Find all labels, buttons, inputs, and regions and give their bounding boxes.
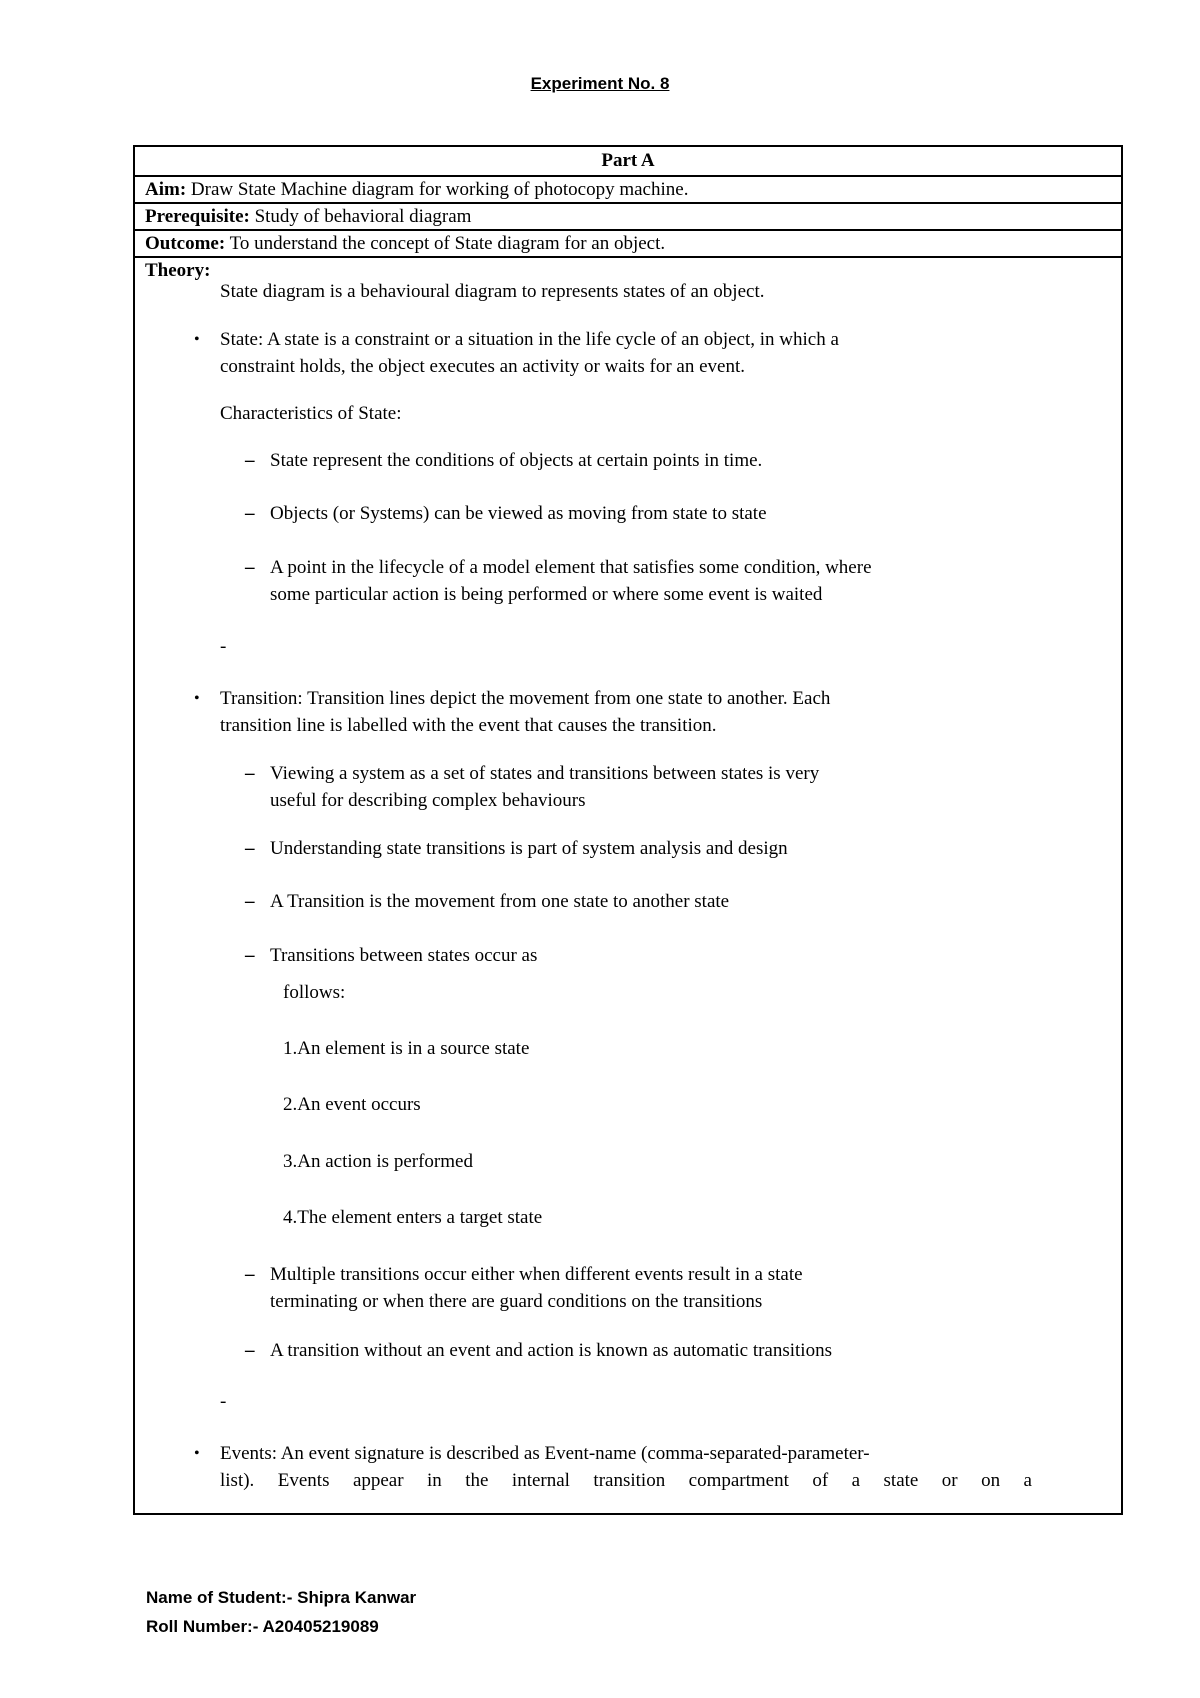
dash-icon: –: [245, 838, 255, 859]
prerequisite-label: Prerequisite:: [145, 206, 250, 227]
dash-icon: –: [245, 1264, 255, 1285]
roll-number: Roll Number:- A20405219089: [146, 1617, 379, 1636]
theory-label: Theory:: [145, 260, 211, 281]
dash-icon: –: [245, 557, 255, 578]
transition-item: follows:: [283, 982, 346, 1003]
transition-item: A Transition is the movement from one state to another state: [270, 891, 730, 912]
student-name: Name of Student:- Shipra Kanwar: [146, 1588, 417, 1607]
dash-icon: –: [245, 945, 255, 966]
char-item: State represent the conditions of objects at certain points in time.: [270, 450, 763, 471]
events-line-1: Events: An event signature is described as Event-name (comma-separated-parameter-: [220, 1443, 870, 1464]
dash-icon: –: [245, 891, 255, 912]
step-item: 1.An element is in a source state: [283, 1038, 530, 1059]
separator: -: [220, 1391, 227, 1412]
dash-icon: –: [245, 450, 255, 471]
state-line-1: State: A state is a constraint or a situation in the life cycle of an object, in which a: [220, 329, 839, 350]
transition-item: Understanding state transitions is part of system analysis and design: [270, 838, 788, 859]
more-item: A transition without an event and action is known as automatic transitions: [270, 1340, 832, 1361]
state-line-2: constraint holds, the object executes an activity or waits for an event.: [220, 356, 745, 377]
step-item: 2.An event occurs: [283, 1094, 421, 1115]
bullet-icon: •: [194, 331, 200, 348]
experiment-title: Experiment No. 8: [530, 74, 670, 93]
char-item: some particular action is being performed or where some event is waited: [270, 584, 823, 605]
dash-icon: –: [245, 1340, 255, 1361]
prerequisite-row: [135, 204, 1121, 231]
char-item: A point in the lifecycle of a model element that satisfies some condition, where: [270, 557, 872, 578]
theory-section: [135, 258, 1121, 1491]
dash-icon: –: [245, 503, 255, 524]
more-item: Multiple transitions occur either when different events result in a state: [270, 1264, 803, 1285]
char-item: Objects (or Systems) can be viewed as moving from state to state: [270, 503, 767, 524]
experiment-table: [133, 145, 1123, 1515]
aim-text: Draw State Machine diagram for working of photocopy machine.: [186, 179, 689, 200]
bullet-icon: •: [194, 1445, 200, 1462]
transition-item: Transitions between states occur as: [270, 945, 538, 966]
bullet-icon: •: [194, 690, 200, 707]
transition-item: Viewing a system as a set of states and transitions between states is very: [270, 763, 820, 784]
part-a-header: Part A: [135, 147, 1121, 177]
separator: -: [220, 636, 227, 657]
transition-item: useful for describing complex behaviours: [270, 790, 586, 811]
characteristics-heading: Characteristics of State:: [220, 403, 402, 424]
step-item: 3.An action is performed: [283, 1151, 473, 1172]
outcome-label: Outcome:: [145, 233, 226, 254]
more-item: terminating or when there are guard conditions on the transitions: [270, 1291, 763, 1312]
transition-line-1: Transition: Transition lines depict the movement from one state to another. Each: [220, 688, 831, 709]
theory-intro: State diagram is a behavioural diagram to represents states of an object.: [220, 281, 765, 302]
transition-line-2: transition line is labelled with the event that causes the transition.: [220, 715, 717, 736]
outcome-row: [135, 231, 1121, 258]
dash-icon: –: [245, 763, 255, 784]
outcome-text: To understand the concept of State diagram for an object.: [225, 233, 666, 254]
prerequisite-text: Study of behavioral diagram: [249, 206, 472, 227]
step-item: 4.The element enters a target state: [283, 1207, 543, 1228]
aim-label: Aim:: [145, 179, 187, 200]
events-line-2: list). Events appear in the internal transition compartment of a state or on a: [220, 1470, 1032, 1491]
aim-row: [135, 177, 1121, 204]
